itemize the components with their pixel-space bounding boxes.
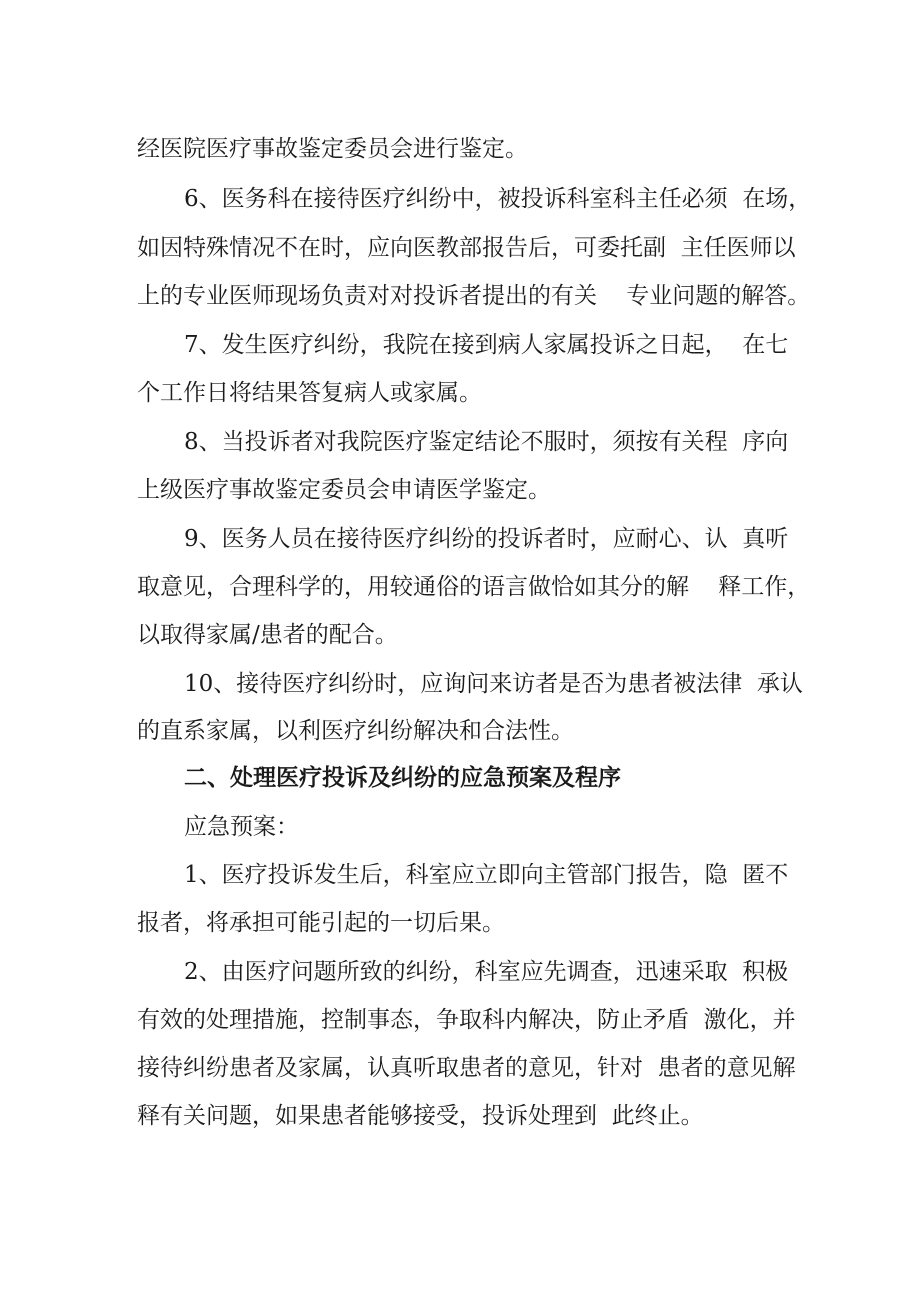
paragraph-line — [0, 1093, 920, 1139]
line-text: 的直系家属，以利医疗纠纷解决和合法性。 — [137, 718, 574, 744]
line-text: 取意见，合理科学的，用较通俗的语言做恰如其分的解 释工作， — [137, 574, 811, 600]
paragraph-line — [0, 126, 920, 172]
paragraph-line — [0, 564, 920, 610]
line-text: 7、发生医疗纠纷，我院在接到病人家属投诉之日起， 在七 — [184, 332, 789, 358]
line-text: 10、接待医疗纠纷时，应询问来访者是否为患者被法律 承认 — [184, 671, 803, 697]
line-text: 上级医疗事故鉴定委员会申请医学鉴定。 — [137, 477, 551, 503]
paragraph-line — [0, 997, 920, 1043]
paragraph-line — [0, 900, 920, 946]
paragraph-line — [0, 176, 920, 222]
paragraph-line — [0, 370, 920, 416]
paragraph-line — [0, 612, 920, 658]
section-heading-text: 二、处理医疗投诉及纠纷的应急预案及程序 — [184, 765, 621, 791]
section-heading — [0, 755, 920, 801]
paragraph-line — [0, 467, 920, 513]
paragraph-line — [0, 273, 920, 319]
paragraph-line — [0, 661, 920, 707]
line-text: 以取得家属/患者的配合。 — [137, 622, 398, 648]
line-text: 经医院医疗事故鉴定委员会进行鉴定。 — [137, 136, 528, 162]
line-text: 释有关问题，如果患者能够接受，投诉处理到 此终止。 — [137, 1103, 704, 1129]
paragraph-line — [0, 225, 920, 271]
line-text: 如因特殊情况不在时，应向医教部报告后，可委托副 主任医师以 — [137, 235, 796, 261]
line-text: 个工作日将结果答复病人或家属。 — [137, 380, 482, 406]
line-text: 接待纠纷患者及家属，认真听取患者的意见，针对 患者的意见解 — [137, 1055, 796, 1081]
paragraph-line — [0, 1045, 920, 1091]
paragraph-line — [0, 322, 920, 368]
line-text: 2、由医疗问题所致的纠纷，科室应先调查，迅速采取 积极 — [184, 959, 789, 985]
line-text: 9、医务人员在接待医疗纠纷的投诉者时，应耐心、认 真听 — [184, 526, 789, 552]
line-text: 报者，将承担可能引起的一切后果。 — [137, 910, 505, 936]
subheading — [0, 804, 920, 850]
paragraph-line — [0, 949, 920, 995]
line-text: 上的专业医师现场负责对对投诉者提出的有关 专业问题的解答。 — [137, 283, 811, 309]
paragraph-line — [0, 852, 920, 898]
line-text: 8、当投诉者对我院医疗鉴定结论不服时，须按有关程 序向 — [184, 429, 789, 455]
line-text: 有效的处理措施，控制事态，争取科内解决，防止矛盾 激化，并 — [137, 1007, 796, 1033]
paragraph-line — [0, 516, 920, 562]
line-text: 6、医务科在接待医疗纠纷中，被投诉科室科主任必须 在场， — [184, 186, 812, 212]
paragraph-line — [0, 708, 920, 754]
line-text: 1、医疗投诉发生后，科室应立即向主管部门报告，隐 匿不 — [184, 862, 789, 888]
paragraph-line — [0, 419, 920, 465]
subheading-text: 应急预案： — [184, 814, 299, 840]
